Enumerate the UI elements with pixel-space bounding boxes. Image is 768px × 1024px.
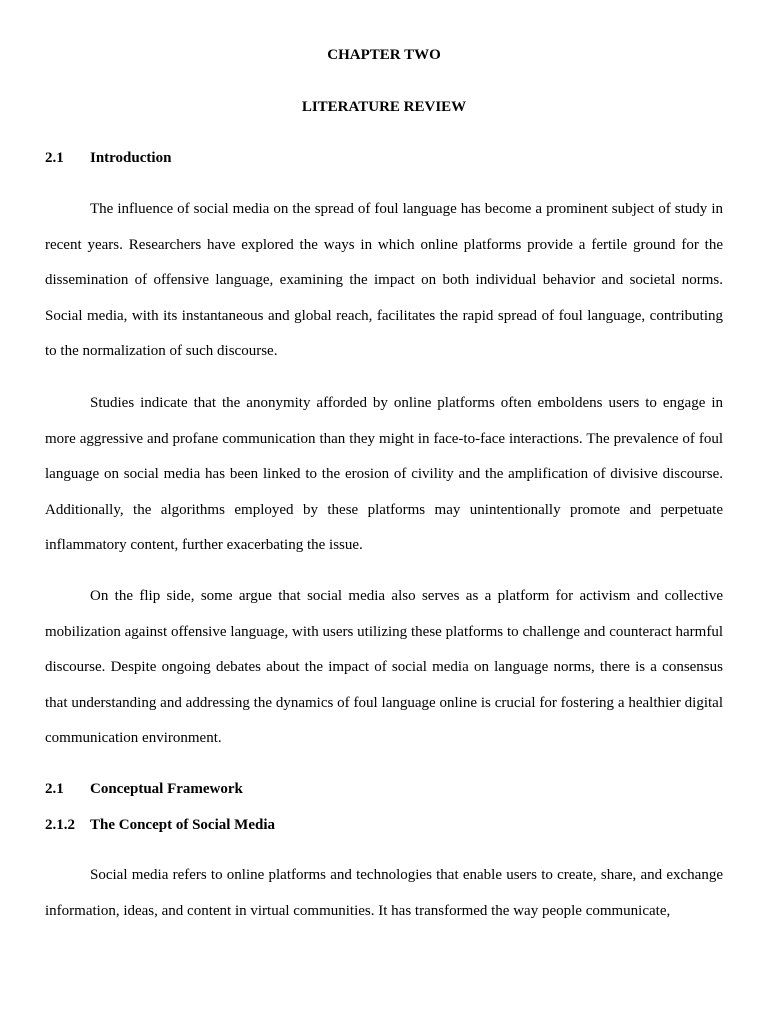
section-heading-introduction (45, 148, 723, 168)
section-heading-text: Introduction (90, 150, 172, 166)
paragraph-intro-2: Studies indicate that the anonymity afforded by online platforms often emboldens users to engage in more aggressive and profane communication than they might in face-to-face interactions. The prevalence of foul language on social media has been linked to the erosion of civility and the amplification of divisive discourse. Additionally, the algorithms employed by these platforms may unintentionally promote and perpetuate inflammatory content, further exacerbating the issue. (45, 395, 723, 553)
section-heading-concept-of-social-media (45, 815, 723, 835)
section-heading-text: Conceptual Framework (90, 781, 243, 797)
section-heading-conceptual-framework (45, 779, 723, 799)
chapter-title: CHAPTER TWO (327, 47, 441, 63)
paragraph-intro-3: On the flip side, some argue that social media also serves as a platform for activism and collective mobilization against offensive language, with users utilizing these platforms to challenge and counteract harmful discourse. Despite ongoing debates about the impact of social media on language norms, there is a consensus that understanding and addressing the dynamics of foul language online is crucial for fostering a healthier digital communication environment. (45, 588, 723, 746)
section-heading-text: The Concept of Social Media (90, 817, 275, 833)
section-number: 2.1.2 (45, 817, 75, 833)
section-number: 2.1 (45, 150, 64, 166)
paragraph-intro-1: The influence of social media on the spread of foul language has become a prominent subject of study in recent years. Researchers have explored the ways in which online platforms provide a fertile ground for the dissemination of offensive language, examining the impact on both individual behavior and societal norms. Social media, with its instantaneous and global reach, facilitates the rapid spread of foul language, contributing to the normalization of such discourse. (45, 201, 723, 359)
section-number: 2.1 (45, 781, 64, 797)
paragraph-social-media-1: Social media refers to online platforms and technologies that enable users to create, share, and exchange information, ideas, and content in virtual communities. It has transformed the way people communicate, (45, 867, 723, 919)
section-title: LITERATURE REVIEW (301, 99, 467, 115)
